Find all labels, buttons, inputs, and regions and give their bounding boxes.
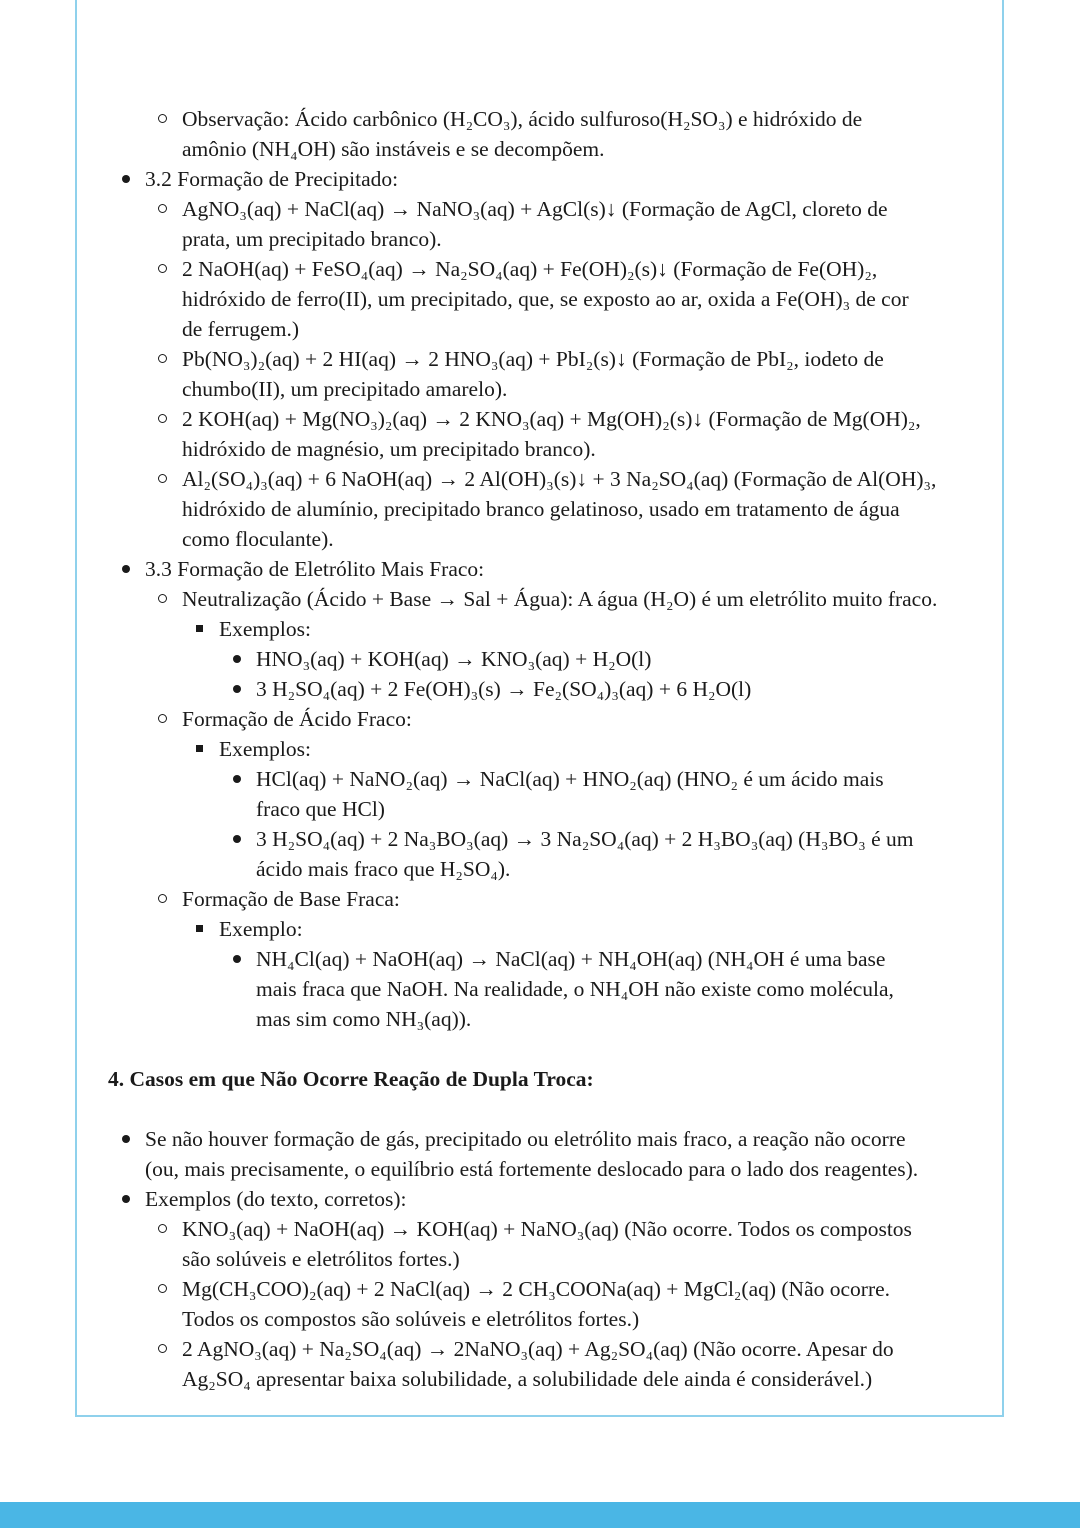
- circle-bullet-icon: [158, 204, 167, 213]
- list-item: 3 H₂SO₄(aq) + 2 Fe(OH)₃(s) → Fe₂(SO₄)₃(aq) + 6 H₂O(l): [108, 674, 988, 704]
- list-item-continuation: (ou, mais precisamente, o equilíbrio está fortemente deslocado para o lado dos reagentes).: [145, 1157, 919, 1181]
- list-item-continuation: hidróxido de ferro(II), um precipitado, que, se exposto ao ar, oxida a Fe(OH)₃ de cor: [182, 287, 909, 311]
- list-item-continuation: fraco que HCl): [256, 797, 385, 821]
- disc-bullet-icon: [233, 835, 241, 843]
- list-item: 3.2 Formação de Precipitado:: [108, 164, 988, 194]
- list-item-continuation: hidróxido de magnésio, um precipitado branco).: [182, 437, 596, 461]
- list-item: Se não houver formação de gás, precipitado ou eletrólito mais fraco, a reação não ocorre: [108, 1124, 988, 1154]
- disc-bullet-icon: [233, 685, 241, 693]
- disc-bullet-icon: [233, 775, 241, 783]
- circle-bullet-icon: [158, 264, 167, 273]
- list-item: NH₄Cl(aq) + NaOH(aq) → NaCl(aq) + NH₄OH(aq) (NH₄OH é uma base: [108, 944, 988, 974]
- list-item: Al₂(SO₄)₃(aq) + 6 NaOH(aq) → 2 Al(OH)₃(s)↓ + 3 Na₂SO₄(aq) (Formação de Al(OH)₃,: [108, 464, 988, 494]
- document-content: [108, 104, 988, 1394]
- circle-bullet-icon: [158, 474, 167, 483]
- list-item: Mg(CH₃COO)₂(aq) + 2 NaCl(aq) → 2 CH₃COONa(aq) + MgCl₂(aq) (Não ocorre.: [108, 1274, 988, 1304]
- bottom-accent-bar: [0, 1502, 1080, 1528]
- list-item: 3.3 Formação de Eletrólito Mais Fraco:: [108, 554, 988, 584]
- list-item-continuation: Ag₂SO₄ apresentar baixa solubilidade, a solubilidade dele ainda é considerável.): [182, 1367, 873, 1391]
- disc-bullet-icon: [233, 955, 241, 963]
- square-bullet-icon: [196, 745, 203, 752]
- circle-bullet-icon: [158, 594, 167, 603]
- disc-bullet-icon: [122, 1135, 130, 1143]
- list-item: Formação de Ácido Fraco:: [108, 704, 988, 734]
- list-item: Formação de Base Fraca:: [108, 884, 988, 914]
- list-item: Exemplos:: [108, 734, 988, 764]
- circle-bullet-icon: [158, 714, 167, 723]
- list-item: 2 NaOH(aq) + FeSO₄(aq) → Na₂SO₄(aq) + Fe(OH)₂(s)↓ (Formação de Fe(OH)₂,: [108, 254, 988, 284]
- list-item: 2 KOH(aq) + Mg(NO₃)₂(aq) → 2 KNO₃(aq) + Mg(OH)₂(s)↓ (Formação de Mg(OH)₂,: [108, 404, 988, 434]
- circle-bullet-icon: [158, 894, 167, 903]
- square-bullet-icon: [196, 625, 203, 632]
- list-item-continuation: hidróxido de alumínio, precipitado branco gelatinoso, usado em tratamento de água: [182, 497, 900, 521]
- list-item-continuation: ácido mais fraco que H₂SO₄).: [256, 857, 511, 881]
- list-item-continuation: prata, um precipitado branco).: [182, 227, 442, 251]
- section-heading: 4. Casos em que Não Ocorre Reação de Dupla Troca:: [108, 1067, 594, 1091]
- circle-bullet-icon: [158, 1284, 167, 1293]
- list-item-continuation: como floculante).: [182, 527, 334, 551]
- list-item: 3 H₂SO₄(aq) + 2 Na₃BO₃(aq) → 3 Na₂SO₄(aq) + 2 H₃BO₃(aq) (H₃BO₃ é um: [108, 824, 988, 854]
- circle-bullet-icon: [158, 354, 167, 363]
- disc-bullet-icon: [122, 565, 130, 573]
- circle-bullet-icon: [158, 414, 167, 423]
- circle-bullet-icon: [158, 1224, 167, 1233]
- list-item-continuation: amônio (NH₄OH) são instáveis e se decompõem.: [182, 137, 605, 161]
- list-item-continuation: mais fraca que NaOH. Na realidade, o NH₄OH não existe como molécula,: [256, 977, 894, 1001]
- list-item: 2 AgNO₃(aq) + Na₂SO₄(aq) → 2NaNO₃(aq) + Ag₂SO₄(aq) (Não ocorre. Apesar do: [108, 1334, 988, 1364]
- list-item: HCl(aq) + NaNO₂(aq) → NaCl(aq) + HNO₂(aq) (HNO₂ é um ácido mais: [108, 764, 988, 794]
- circle-bullet-icon: [158, 1344, 167, 1353]
- list-item-continuation: Todos os compostos são solúveis e eletrólitos fortes.): [182, 1307, 640, 1331]
- list-item-continuation: são solúveis e eletrólitos fortes.): [182, 1247, 460, 1271]
- list-item-continuation: mas sim como NH₃(aq)).: [256, 1007, 472, 1031]
- disc-bullet-icon: [122, 1195, 130, 1203]
- disc-bullet-icon: [233, 655, 241, 663]
- list-item: Observação: Ácido carbônico (H₂CO₃), ácido sulfuroso(H₂SO₃) e hidróxido de: [108, 104, 988, 134]
- list-item: Exemplo:: [108, 914, 988, 944]
- list-item-continuation: chumbo(II), um precipitado amarelo).: [182, 377, 508, 401]
- list-item: AgNO₃(aq) + NaCl(aq) → NaNO₃(aq) + AgCl(s)↓ (Formação de AgCl, cloreto de: [108, 194, 988, 224]
- list-item: Exemplos (do texto, corretos):: [108, 1184, 988, 1214]
- circle-bullet-icon: [158, 114, 167, 123]
- disc-bullet-icon: [122, 175, 130, 183]
- list-item: Neutralização (Ácido + Base → Sal + Água): A água (H₂O) é um eletrólito muito fraco.: [108, 584, 988, 614]
- list-item-continuation: de ferrugem.): [182, 317, 299, 341]
- list-item: Pb(NO₃)₂(aq) + 2 HI(aq) → 2 HNO₃(aq) + PbI₂(s)↓ (Formação de PbI₂, iodeto de: [108, 344, 988, 374]
- list-item: Exemplos:: [108, 614, 988, 644]
- square-bullet-icon: [196, 925, 203, 932]
- list-item: KNO₃(aq) + NaOH(aq) → KOH(aq) + NaNO₃(aq) (Não ocorre. Todos os compostos: [108, 1214, 988, 1244]
- list-item: HNO₃(aq) + KOH(aq) → KNO₃(aq) + H₂O(l): [108, 644, 988, 674]
